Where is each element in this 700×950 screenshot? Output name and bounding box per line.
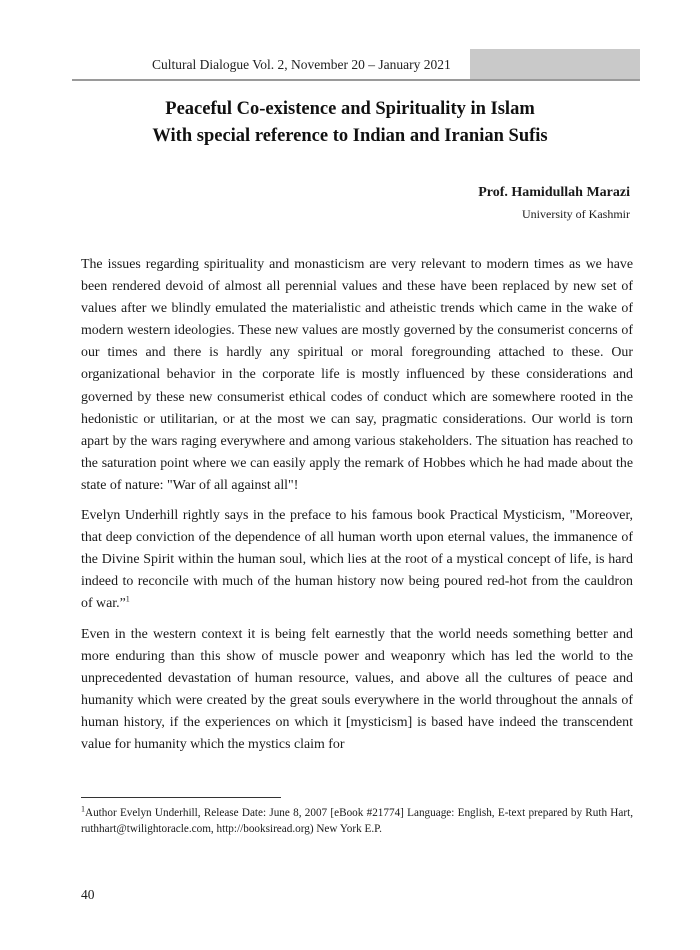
paragraph-1: The issues regarding spirituality and monasticism are very relevant to modern times as we have been rendered devoid of almost all perennial values and these have been replaced by new set of values after we blindly emulated the materialistic and atheistic trends which came in the wake of modern western ideologies. These new values are mostly governed by the consumerist concerns of our times and there is hardly any spiritual or moral foregrounding attached to these. Our organizational behavior in the corporate life is mostly influenced by these considerations and governed by these new consumerist ethical codes of conduct which are somewhere rooted in the hedonistic or utilitarian, or at the most we can say, pragmatic considerations. Our world is torn apart by the wars raging everywhere and among various stakeholders. The situation has reached to the saturation point where we can easily apply the remark of Hobbes which he had made about the state of nature: "War of all against all"! — [81, 257, 633, 493]
paragraph-2-text: Evelyn Underhill rightly says in the preface to his famous book Practical Mysticism, "Moreover, that deep conviction of the dependence of all human worth upon eternal values, the immanence of the Divine Spirit within the human soul, which lies at the root of a mystical concept of life, is hard indeed to reconcile with much of the human history now being poured red-hot from the cauldron of war.” — [81, 508, 633, 612]
author-name: Prof. Hamidullah Marazi — [478, 185, 630, 200]
paragraph-2 — [81, 505, 633, 615]
body-text — [81, 254, 633, 764]
article-title-line-2: With special reference to Indian and Iranian Sufis — [152, 126, 548, 146]
footnote — [81, 805, 633, 837]
author-affiliation: University of Kashmir — [522, 207, 630, 221]
author-block — [478, 183, 630, 223]
article-title — [0, 96, 700, 150]
footnote-text: Author Evelyn Underhill, Release Date: June 8, 2007 [eBook #21774] Language: English, E-text prepared by Ruth Hart, ruthhart@twilightoracle.com, http://booksiread.org) New York E.P. — [81, 807, 633, 835]
header-shade-block — [470, 49, 640, 79]
article-title-line-1: Peaceful Co-existence and Spirituality in Islam — [165, 99, 535, 119]
footnote-mark: 1 — [81, 804, 85, 814]
running-header-title: Cultural Dialogue Vol. 2, November 20 – January 2021 — [152, 57, 451, 72]
paragraph-3: Even in the western context it is being felt earnestly that the world needs something better and more enduring than this show of muscle power and weaponry which has led the world to the unprecedented devastation of human resource, values, and above all the cultures of peace and humanity which were created by the great souls everywhere in the world throughout the annals of human history, if the experiences on which it [mysticism] is based have indeed the transcendent value for humanity which the mystics claim for — [81, 626, 633, 752]
footnote-divider — [81, 797, 281, 798]
footnote-reference-1[interactable]: 1 — [125, 594, 130, 604]
running-header — [72, 49, 640, 81]
page-number: 40 — [81, 887, 95, 902]
